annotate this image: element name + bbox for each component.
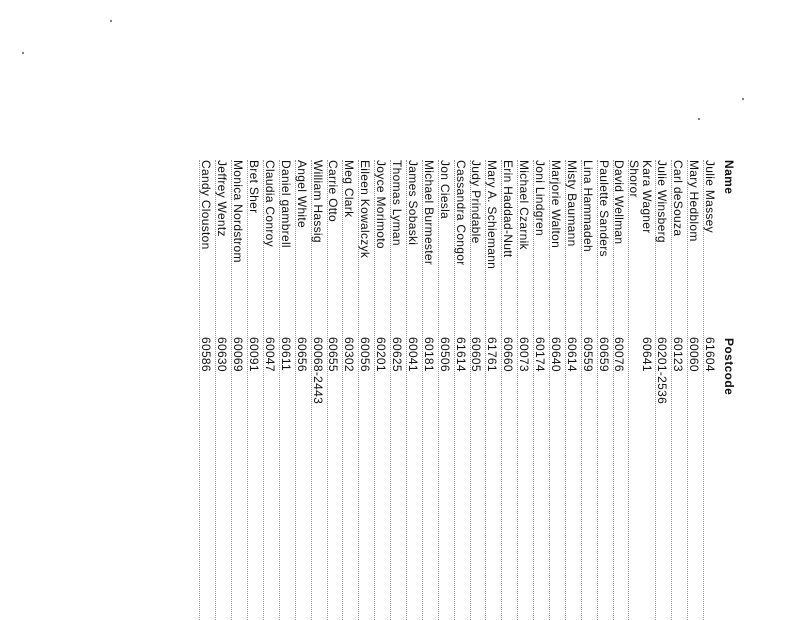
list-row	[277, 160, 293, 620]
list-row	[685, 160, 701, 620]
row-postcode: 60201-2536	[655, 337, 670, 405]
list-row	[340, 160, 356, 620]
row-name: Julie Winsberg	[655, 160, 670, 243]
list-row	[595, 160, 611, 620]
list-row	[420, 160, 436, 620]
list-row	[261, 160, 277, 620]
row-name: William Hassig	[310, 160, 325, 243]
list-row	[436, 160, 452, 620]
row-name: Carrie Otto	[326, 160, 341, 222]
list-row	[452, 160, 468, 620]
row-postcode: 60174	[532, 337, 547, 372]
row-postcode: 60302	[342, 337, 357, 372]
row-name: Jon Ciesla	[437, 160, 452, 220]
row-postcode: 60655	[326, 337, 341, 372]
list-row	[356, 160, 372, 620]
row-name: Michael Czarnik	[517, 160, 532, 250]
list-row	[531, 160, 547, 620]
row-name: Monica Nordstrom	[231, 160, 246, 263]
row-postcode: 60660	[501, 337, 516, 372]
row-name: Carl deSouza	[671, 160, 686, 237]
row-postcode: 60640	[548, 337, 563, 372]
row-postcode: 61604	[703, 337, 717, 372]
row-postcode: 60656	[294, 337, 309, 372]
row-name: Joni Lindgren	[532, 160, 547, 236]
row-postcode: 60069	[231, 337, 246, 372]
row-name: Erin Haddad-Nutt	[501, 160, 516, 258]
row-name: Michael Burmester	[421, 160, 436, 266]
row-postcode: 60060	[687, 337, 702, 372]
row-postcode: 60630	[215, 337, 230, 372]
dotted-leader	[295, 160, 296, 620]
row-postcode: 60506	[437, 337, 452, 372]
list-row	[245, 160, 261, 620]
row-name: Claudia Conroy	[262, 160, 277, 247]
list-row	[611, 160, 627, 620]
rotated-sheet	[56, 160, 736, 620]
row-name: David Wellman	[612, 160, 627, 245]
list-row	[309, 160, 325, 620]
row-postcode: 60559	[580, 337, 595, 372]
row-name: Judy Prindable	[469, 160, 484, 244]
dotted-leader	[342, 160, 343, 620]
list-row	[388, 160, 404, 620]
list-row	[468, 160, 484, 620]
row-postcode: 60614	[564, 337, 579, 372]
list-row	[579, 160, 595, 620]
row-postcode: 60073	[517, 337, 532, 372]
row-postcode: 60123	[671, 337, 686, 372]
row-postcode: 60659	[596, 337, 611, 372]
row-postcode: 60056	[358, 337, 373, 372]
row-name: Kara Wagner Shoror	[627, 160, 655, 234]
list-row	[547, 160, 563, 620]
list-row	[626, 160, 653, 620]
row-postcode: 60181	[421, 337, 436, 372]
dotted-leader	[438, 160, 439, 620]
row-name: Mary A. Schiemann	[485, 160, 500, 270]
list-row	[653, 160, 669, 620]
row-name: Angel White	[294, 160, 309, 228]
row-name: Jeffrey Wentz	[215, 160, 230, 237]
row-postcode: 60201	[374, 337, 389, 372]
row-name: Cassandra Congor	[453, 160, 468, 266]
list-row	[372, 160, 388, 620]
row-postcode: 61614	[453, 337, 468, 372]
row-name: James Sobaski	[405, 160, 420, 246]
list-row	[197, 160, 213, 620]
list-row	[499, 160, 515, 620]
row-postcode: 60586	[199, 337, 214, 372]
list-row	[483, 160, 499, 620]
list-row	[229, 160, 245, 620]
list-row	[701, 160, 717, 620]
row-postcode: 60641	[640, 337, 655, 372]
column-header-postcode: Postcode	[722, 338, 736, 396]
row-name: Eileen Kowalczyk	[358, 160, 373, 259]
row-name: Marjorie Walton	[548, 160, 563, 249]
row-postcode: 60091	[246, 337, 261, 372]
row-postcode: 60625	[389, 337, 404, 372]
column-header-name: Name	[722, 160, 736, 195]
row-postcode: 60611	[278, 337, 293, 371]
row-name: Mary Hedblom	[687, 160, 702, 242]
scan-speck	[110, 20, 112, 22]
name-postcode-list	[197, 160, 717, 620]
scan-speck	[742, 98, 744, 100]
row-postcode: 60047	[262, 337, 277, 372]
list-row	[293, 160, 309, 620]
row-postcode: 60068-2443	[310, 337, 325, 405]
row-name: Daniel gambrell	[278, 160, 293, 248]
row-name: Joyce Morimoto	[374, 160, 389, 249]
row-name: Meg Clark	[342, 160, 357, 218]
row-name: Thomas Lyman	[389, 160, 404, 246]
list-row	[213, 160, 229, 620]
list-row	[563, 160, 579, 620]
row-name: Paulette Sanders	[596, 160, 611, 257]
row-name: Bret Sher	[246, 160, 261, 214]
scan-speck	[698, 118, 700, 120]
row-name: Julie Massey	[703, 160, 717, 233]
dotted-leader	[327, 160, 328, 620]
dotted-leader	[247, 160, 248, 620]
row-postcode: 60041	[405, 337, 420, 372]
row-postcode: 61761	[485, 337, 500, 372]
scan-speck	[22, 52, 24, 54]
row-name: Misty Baumann	[564, 160, 579, 247]
list-row	[515, 160, 531, 620]
list-row	[669, 160, 685, 620]
list-row	[404, 160, 420, 620]
row-name: Candy Clouston	[199, 160, 214, 250]
row-postcode: 60076	[612, 337, 627, 372]
row-postcode: 60605	[469, 337, 484, 372]
list-row	[325, 160, 341, 620]
row-name: Lina Hammadeh	[580, 160, 595, 252]
